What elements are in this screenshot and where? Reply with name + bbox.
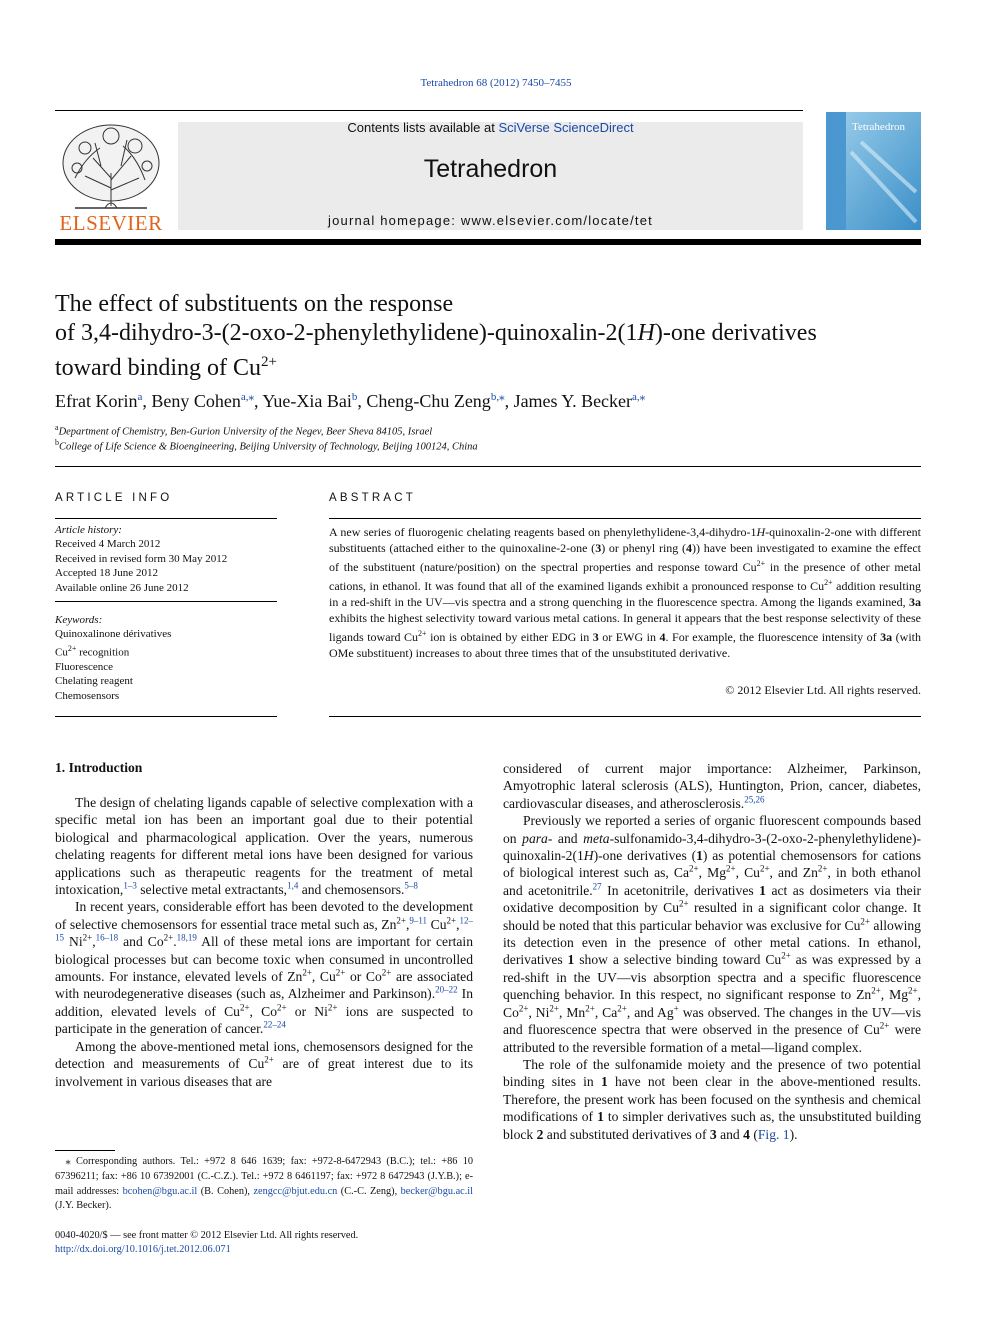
intro-paragraph: The role of the sulfonamide moiety and the presence of two potential binding sites in 1 have not been clear in the above-mentioned results. Therefore, the present work has been focused on the synthesis and chemical modifications of 1 to simpler derivatives such as, the unsubstituted building block 2 and substituted derivatives of 3 and 4 (Fig. 1). (503, 1056, 921, 1142)
intro-paragraph: considered of current major importance: Alzheimer, Parkinson, Amyotrophic lateral sclerosis (ALS), Huntington, Prion, cancer, diabetes, cardiovascular diseases, and atherosclerosis.$^{25,26}$ (503, 761, 921, 811)
article-history: Article history: Received 4 March 2012 Received in revised form 30 May 2012 Accepted 18 June 2012 Available online 26 June 2012 (55, 524, 228, 594)
author-list: Efrat Korin$^a$, Beny Cohen$^{a,⁎}$, Yue-Xia Bai$^b$, Cheng-Chu Zeng$^{b,⁎}$, James Y. Becker$^{a,⁎}$ (55, 391, 646, 411)
author-affiliation-mark[interactable]: a,⁎ (632, 391, 646, 403)
article-info-heading: ARTICLE INFO (55, 492, 173, 504)
author-affiliation-mark[interactable]: b,⁎ (490, 391, 505, 403)
abstract-copyright: © 2012 Elsevier Ltd. All rights reserved. (725, 683, 921, 697)
cover-title: Tetrahedron (852, 121, 905, 133)
masthead-bottom-rule (55, 239, 921, 245)
article-title: The effect of substituents on the response of 3,4-dihydro-3-(2-oxo-2-phenylethylidene)-quinoxalin-2(1H)-one derivatives toward binding of $Cu^{2+}$ (55, 291, 817, 381)
front-matter (55, 1229, 555, 1257)
author-affiliation-mark[interactable]: b (351, 391, 358, 403)
journal-citation[interactable]: Tetrahedron 68 (2012) 7450–7455 (420, 77, 572, 89)
keywords-rule (55, 601, 277, 602)
email-link[interactable]: bcohen@bgu.ac.il (122, 1185, 198, 1197)
author-name: James Y. Becker (513, 391, 633, 411)
masthead-top-rule (55, 110, 803, 111)
abstract-bottom-rule (329, 716, 921, 717)
journal-homepage[interactable]: journal homepage: www.elsevier.com/locate/tet (328, 213, 653, 228)
abstract-rule (329, 518, 921, 519)
article-info-bottom-rule (55, 716, 277, 717)
author-name: Cheng-Chu Zeng (366, 391, 491, 411)
abstract-heading: ABSTRACT (329, 492, 416, 504)
figure-1-link[interactable]: Fig. 1 (757, 1126, 790, 1142)
author-affiliation-mark[interactable]: a,⁎ (240, 391, 254, 403)
doi-link[interactable]: http://dx.doi.org/10.1016/j.tet.2012.06.071 (55, 1244, 231, 1255)
author-name: Efrat Korin (55, 391, 138, 411)
footnote-rule (55, 1150, 115, 1151)
intro-paragraph: Previously we reported a series of organic fluorescent compounds based on para- and meta-sulfonamido-3,4-dihydro-3-(2-oxo-2-phenylethylidene)-quinoxalin-2(1H)-one derivatives (1) as potential chemosensors for cations of biological interest such as, $Ca^{2+}$, $Mg^{2+}$, $Cu^{2+}$, and $Zn^{2+}$, in both ethanol and acetonitrile.$^{27}$ In acetonitrile, derivatives 1 act as dosimeters via their oxidative decomposition by $Cu^{2+}$ resulted in a significant color change. It should be noted that this particular behavior was exclusive for $Cu^{2+}$ allowing its detection even in the presence of other metal cations. In ethanol, derivatives 1 show a selective binding toward $Cu^{2+}$ as was expressed by a red-shift in the UV—vis absorption spectra and a specific fluorescence quenching behavior. In this respect, no significant response to $Zn^{2+}$, $Mg^{2+}$, $Co^{2+}$, $Ni^{2+}$, $Mn^{2+}$, $Ca^{2+}$, and Ag+ was observed. The changes in the UV—vis and fluorescence spectra that were observed in the presence of $Cu^{2+}$ were attributed to the reversible formation of a metal—ligand complex. (503, 813, 922, 1055)
section-heading-introduction: 1. Introduction (55, 760, 143, 775)
journal-cover-image (826, 112, 921, 230)
issn-line: 0040-4020/$ — see front matter © 2012 Elsevier Ltd. All rights reserved. (55, 1230, 359, 1241)
intro-paragraph: In recent years, considerable effort has been devoted to the development of selective chemosensors for essential trace metal such as, $Zn^{2+},^{9-11}$ $Cu^{2+},^{12-15}$ $Ni^{2+},^{16-18}$ and $Co^{2+}.^{18,19}$ All of these metal ions are important for certain biological processes but can become toxic when consumed in uncontrolled amounts. For instance, elevated levels of $Zn^{2+}$, $Cu^{2+}$ or $Co^{2+}$ are associated with neurodegenerative diseases (such as, Alzheimer and Parkinson).$^{20-22}$ In addition, elevated levels of $Cu^{2+}$, $Co^{2+}$ or $Ni^{2+}$ ions are suspected to participate in the generation of cancer.$^{22-24}$ (55, 899, 474, 1037)
elsevier-wordmark: ELSEVIER (59, 211, 163, 235)
header-divider (55, 466, 921, 467)
author-affiliation-mark[interactable]: a (137, 391, 143, 403)
contents-availability: Contents lists available at SciVerse ScienceDirect (347, 120, 634, 135)
journal-name: Tetrahedron (423, 155, 558, 183)
corresponding-author-footnote: ⁎ Corresponding authors. Tel.: +972 8 646 1639; fax: +972-8-6472943 (B.C.); tel.: +86 10 67396211; fax: +86 10 67392001 (C.-C.Z.). Tel.: +972 8 6461197; fax: +972 8 6472943 (J.Y.B.); e-mail addresses: bcohen@bgu.ac.il (B. Cohen), zengcc@bjut.edu.cn (C.-C. Zeng), becker@bgu.ac.il (J.Y. Becker). (55, 1156, 474, 1212)
article-info-rule (55, 518, 277, 519)
keywords-list: Keywords: Quinoxalinone dérivatives $Cu^{2+}$ recognition Fluorescence Chelating reagent Chemosensors (55, 614, 172, 702)
body-right-column (503, 760, 921, 1143)
email-link[interactable]: becker@bgu.ac.il (400, 1185, 474, 1197)
author-name: Yue-Xia Bai (262, 391, 352, 411)
sciencedirect-link[interactable]: SciVerse ScienceDirect (498, 120, 634, 135)
abstract-text: A new series of fluorogenic chelating reagents based on phenylethylidene-3,4-dihydro-1H-quinoxalin-2-one with different substituents (attached either to the quinoxaline-2-one (3) or phenyl ring (4)) have been investigated to examine the effect of the substituent (nature/position) on the spectral properties and response toward $Cu^{2+}$ in the presence of other metal cations, in ethanol. It was found that all of the examined ligands exhibit a pronounced response to $Cu^{2+}$ addition resulting in a red-shift in the UV—vis spectra and a strong quenching in the fluorescence spectra. Among the ligands examined, 3a exhibits the highest selectivity toward various metal cations. In general it appears that the best response selectivity of these ligands toward $Cu^{2+}$ ion is obtained by either EDG in 3 or EWG in 4. For example, the fluorescence intensity of 3a (with OMe substituent) increases to about three times that of the unsubstituted derivative. (329, 525, 922, 660)
affiliation-a: $^a$Department of Chemistry, Ben-Gurion University of the Negev, Beer Sheva 84105, Israel (55, 423, 433, 438)
email-link[interactable]: zengcc@bjut.edu.cn (253, 1185, 338, 1197)
author-name: Beny Cohen (151, 391, 241, 411)
affiliation-b: $^b$College of Life Science & Bioengineering, Beijing University of Technology, Beijing 100124, China (55, 438, 478, 453)
body-left-column (55, 794, 473, 1090)
intro-paragraph: The design of chelating ligands capable of selective complexation with a specific metal ion has been an important goal due to their potential biological and pharmacological application. Over the years, numerous chelating reagents for different metal ions have been designed for various applications such as therapeutic reagents for the treatment of metal intoxication,$^{1-3}$ selective metal extractants,$^{1,4}$ and chemosensors.$^{5-8}$ (55, 795, 473, 898)
intro-paragraph: Among the above-mentioned metal ions, chemosensors designed for the detection and measurements of $Cu^{2+}$ are of great interest due to its involvement in various diseases that are (55, 1038, 473, 1089)
